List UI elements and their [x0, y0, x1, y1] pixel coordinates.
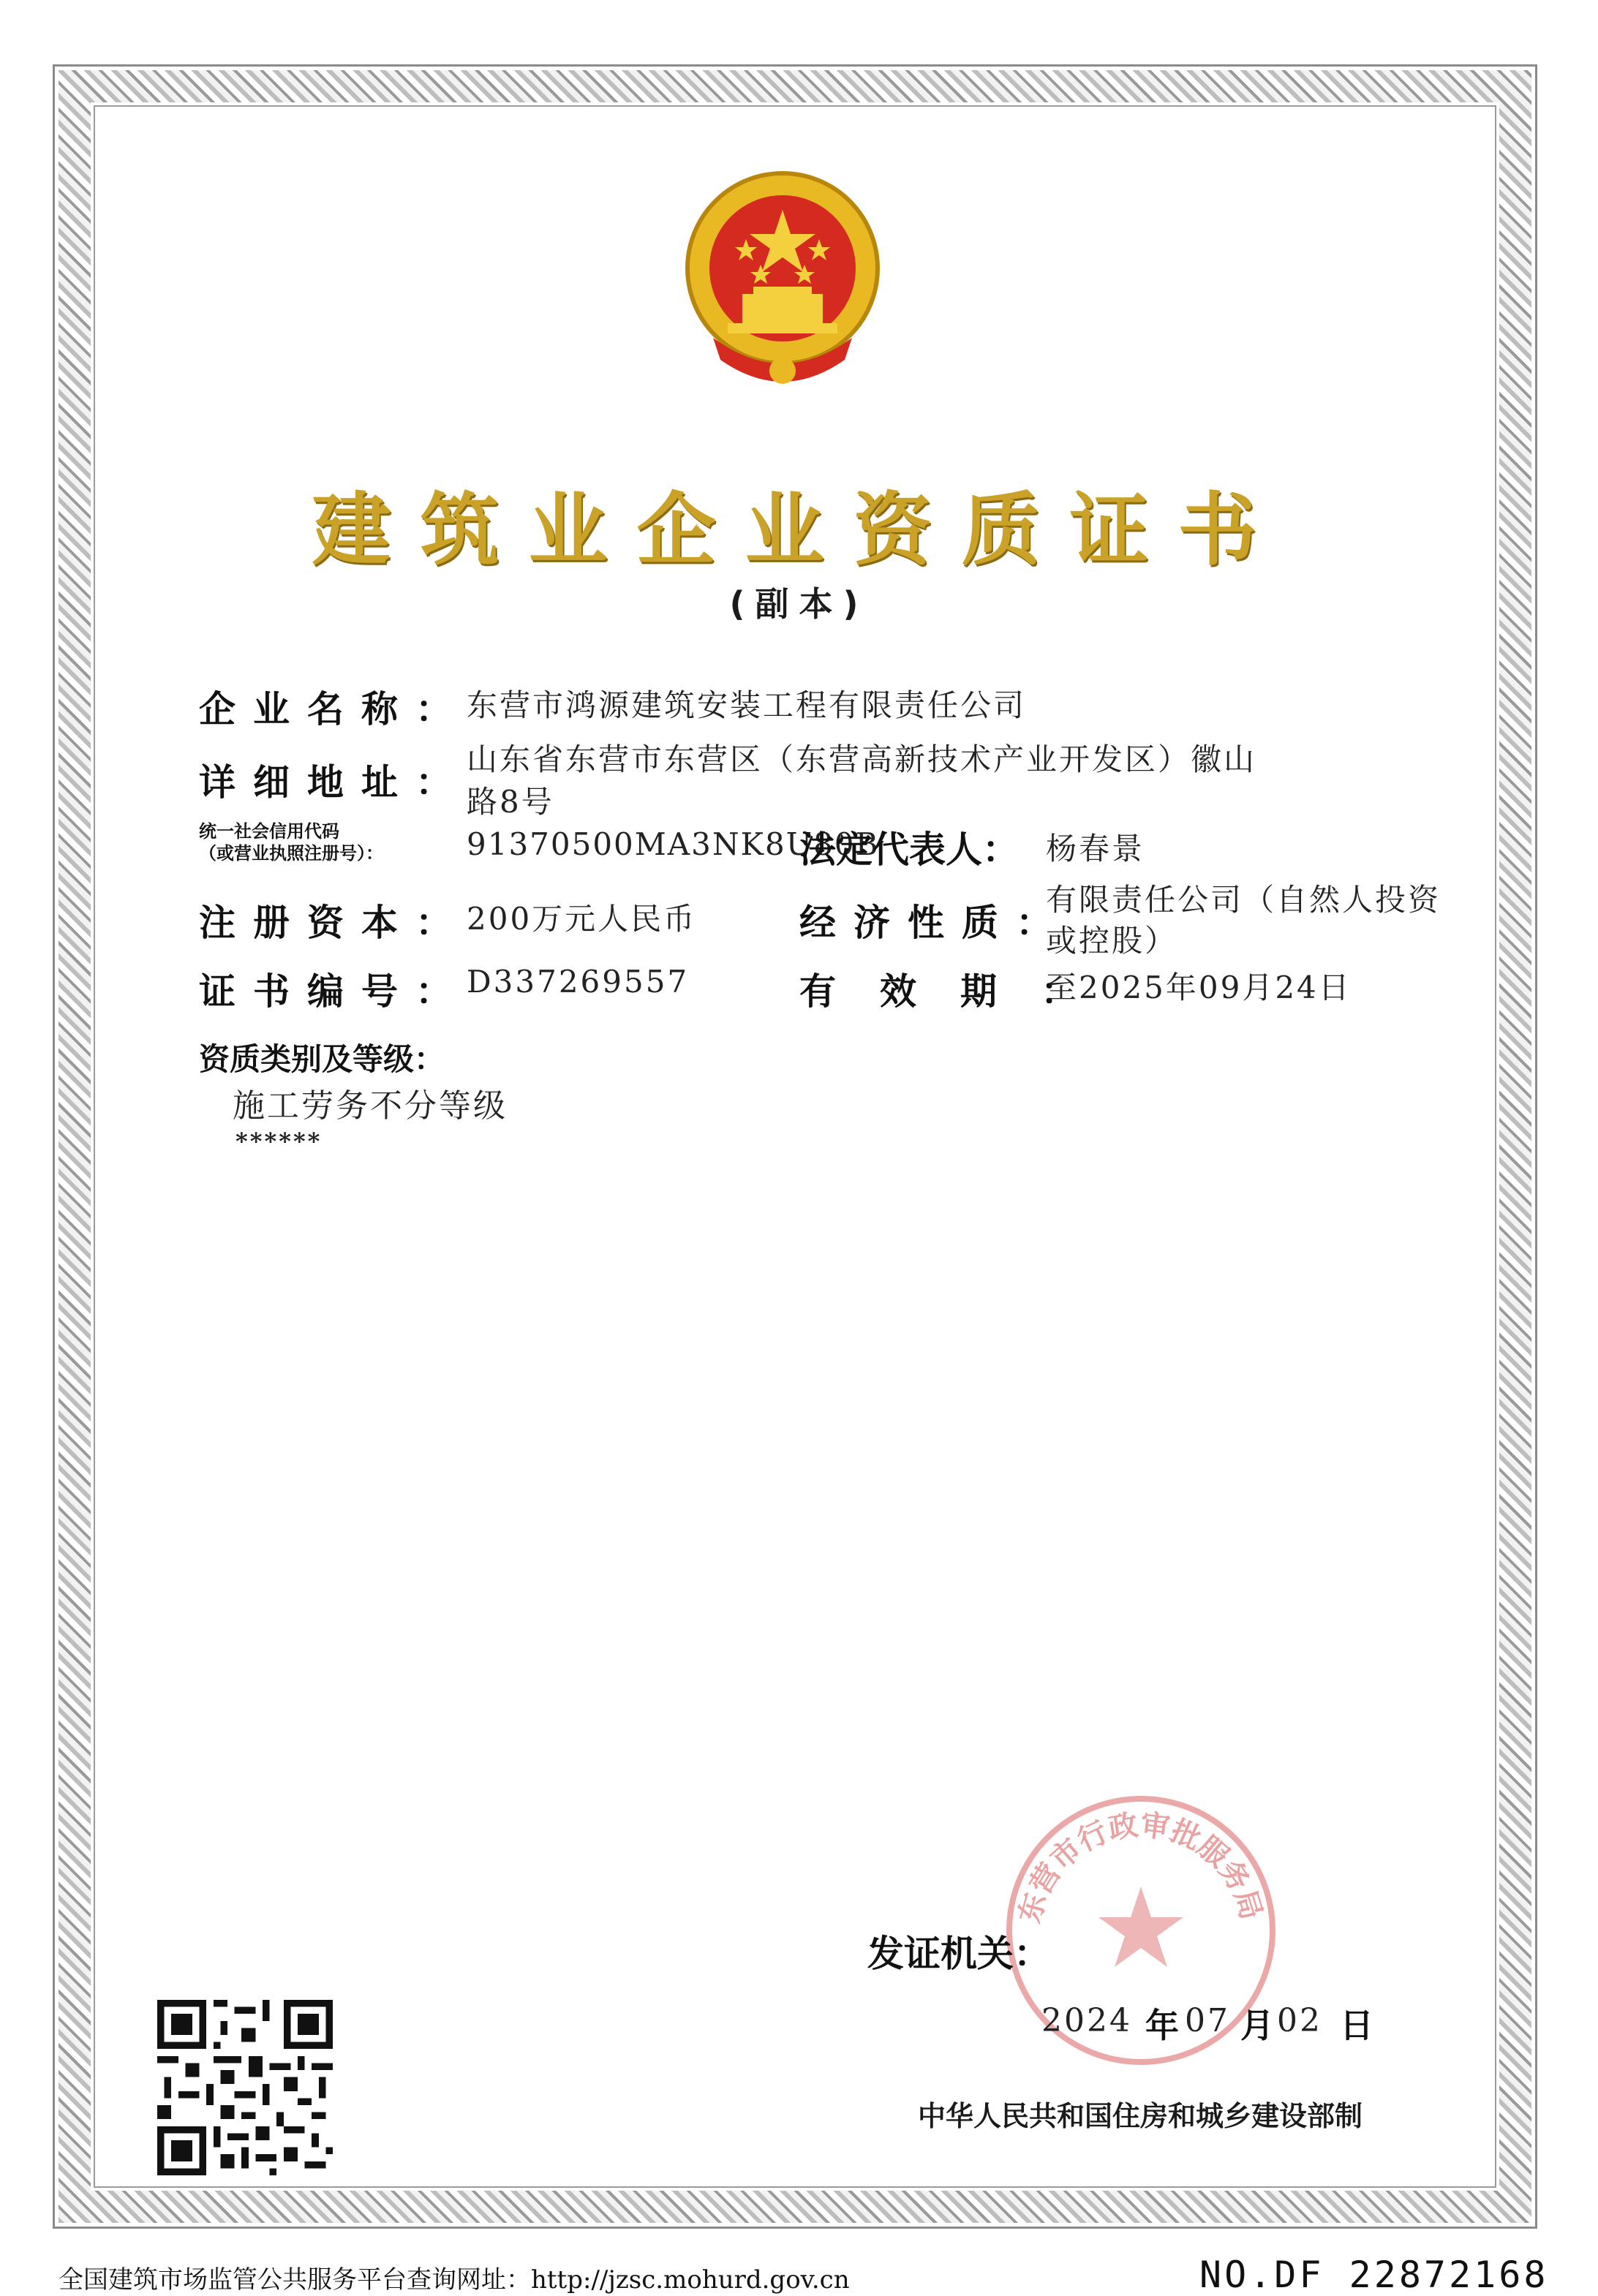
credit-code-label-line2: （或营业执照注册号）：	[199, 843, 383, 864]
issuer-label: 发证机关：	[867, 1933, 1050, 1975]
economic-nature-label: 经济性质：	[799, 902, 1070, 944]
address-label: 详细地址：	[199, 761, 470, 804]
issue-year-unit: 年	[1145, 2006, 1179, 2045]
issue-month: 07	[1185, 2002, 1230, 2039]
qr-code[interactable]	[157, 2000, 333, 2175]
qualification-value: 施工劳务不分等级	[233, 1087, 508, 1125]
legal-rep-value: 杨春景	[1046, 831, 1145, 866]
certificate-subtitle: (副本)	[729, 584, 869, 624]
cert-no-label: 证书编号：	[199, 970, 470, 1013]
address-value-line2: 路8号	[467, 784, 554, 820]
qualification-stars: ******	[235, 1128, 323, 1155]
certificate-title: 建筑业企业资质证书	[312, 484, 1286, 576]
credit-code-label-line1: 统一社会信用代码	[199, 821, 339, 842]
qualification-label: 资质类别及等级：	[199, 1041, 445, 1077]
issue-day: 02	[1277, 2002, 1322, 2039]
query-url-text: 全国建筑市场监管公共服务平台查询网址：http://jzsc.mohurd.gov.cn	[59, 2265, 850, 2295]
credit-code-value: 91370500MA3NK8U80B	[467, 826, 880, 862]
company-name-value: 东营市鸿源建筑安装工程有限责任公司	[467, 687, 1027, 723]
company-name-label: 企业名称：	[199, 688, 470, 730]
registered-capital-value: 200万元人民币	[467, 901, 697, 937]
seal-text: 东营市行政审批服务局	[1012, 1808, 1269, 1927]
national-emblem-icon	[684, 170, 881, 396]
economic-nature-line2: 或控股）	[1046, 923, 1178, 959]
legal-rep-label: 法定代表人：	[799, 828, 1019, 871]
cert-no-value: D337269557	[467, 964, 690, 1000]
validity-label: 有效期：	[799, 970, 1121, 1013]
made-by-note: 中华人民共和国住房和城乡建设部制	[918, 2100, 1363, 2132]
address-value-line1: 山东省东营市东营区（东营高新技术产业开发区）徽山	[467, 741, 1257, 777]
registered-capital-label: 注册资本：	[199, 902, 470, 944]
credit-code-label	[199, 820, 383, 864]
issue-year: 2024	[1041, 2002, 1132, 2039]
issue-day-unit: 日	[1340, 2006, 1373, 2045]
economic-nature-line1: 有限责任公司（自然人投资	[1046, 882, 1441, 918]
validity-value: 至2025年09月24日	[1046, 970, 1352, 1005]
certificate-serial-number: NO.DF 22872168	[1199, 2254, 1549, 2296]
issue-month-unit: 月	[1240, 2006, 1274, 2045]
